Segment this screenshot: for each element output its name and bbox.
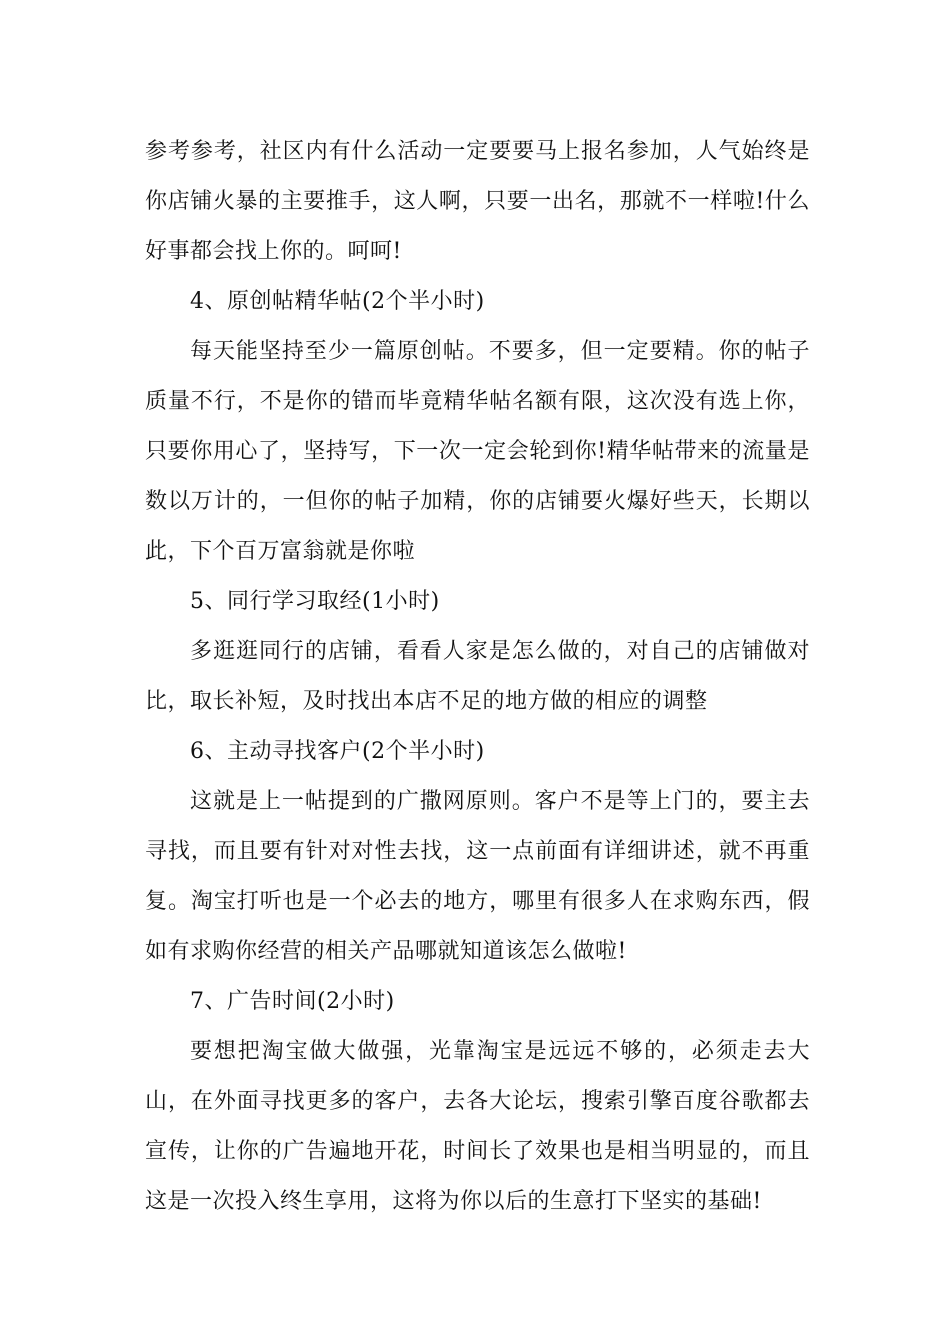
paragraph-peer-learning: 多逛逛同行的店铺，看看人家是怎么做的，对自己的店铺做对比，取长补短，及时找出本店不足的地方做的相应的调整 <box>145 639 810 714</box>
section-heading-5: 5、同行学习取经(1小时) <box>190 589 440 614</box>
paragraph-continuation: 参考参考，社区内有什么活动一定要要马上报名参加，人气始终是你店铺火暴的主要推手，这人啊，只要一出名，那就不一样啦!什么好事都会找上你的。呵呵! <box>145 139 810 264</box>
paragraph-original-posts: 每天能坚持至少一篇原创帖。不要多，但一定要精。你的帖子质量不行，不是你的错而毕竟精华帖名额有限，这次没有选上你，只要你用心了，坚持写，下一次一定会轮到你!精华帖带来的流量是数以万计的，一但你的帖子加精，你的店铺要火爆好些天，长期以此，下个百万富翁就是你啦 <box>145 339 810 564</box>
section-heading-7: 7、广告时间(2小时) <box>190 989 395 1014</box>
section-heading-4: 4、原创帖精华帖(2个半小时) <box>190 289 485 314</box>
paragraph-advertising: 要想把淘宝做大做强，光靠淘宝是远远不够的，必须走去大山，在外面寻找更多的客户，去各大论坛，搜索引擎百度谷歌都去宣传，让你的广告遍地开花，时间长了效果也是相当明显的，而且这是一次投入终生享用，这将为你以后的生意打下坚实的基础! <box>145 1039 810 1214</box>
section-heading-6: 6、主动寻找客户(2个半小时) <box>190 739 485 764</box>
document-body <box>145 127 810 1227</box>
paragraph-find-customers: 这就是上一帖提到的广撒网原则。客户不是等上门的，要主去寻找，而且要有针对对性去找，这一点前面有详细讲述，就不再重复。淘宝打听也是一个必去的地方，哪里有很多人在求购东西，假如有求购你经营的相关产品哪就知道该怎么做啦! <box>145 789 810 964</box>
